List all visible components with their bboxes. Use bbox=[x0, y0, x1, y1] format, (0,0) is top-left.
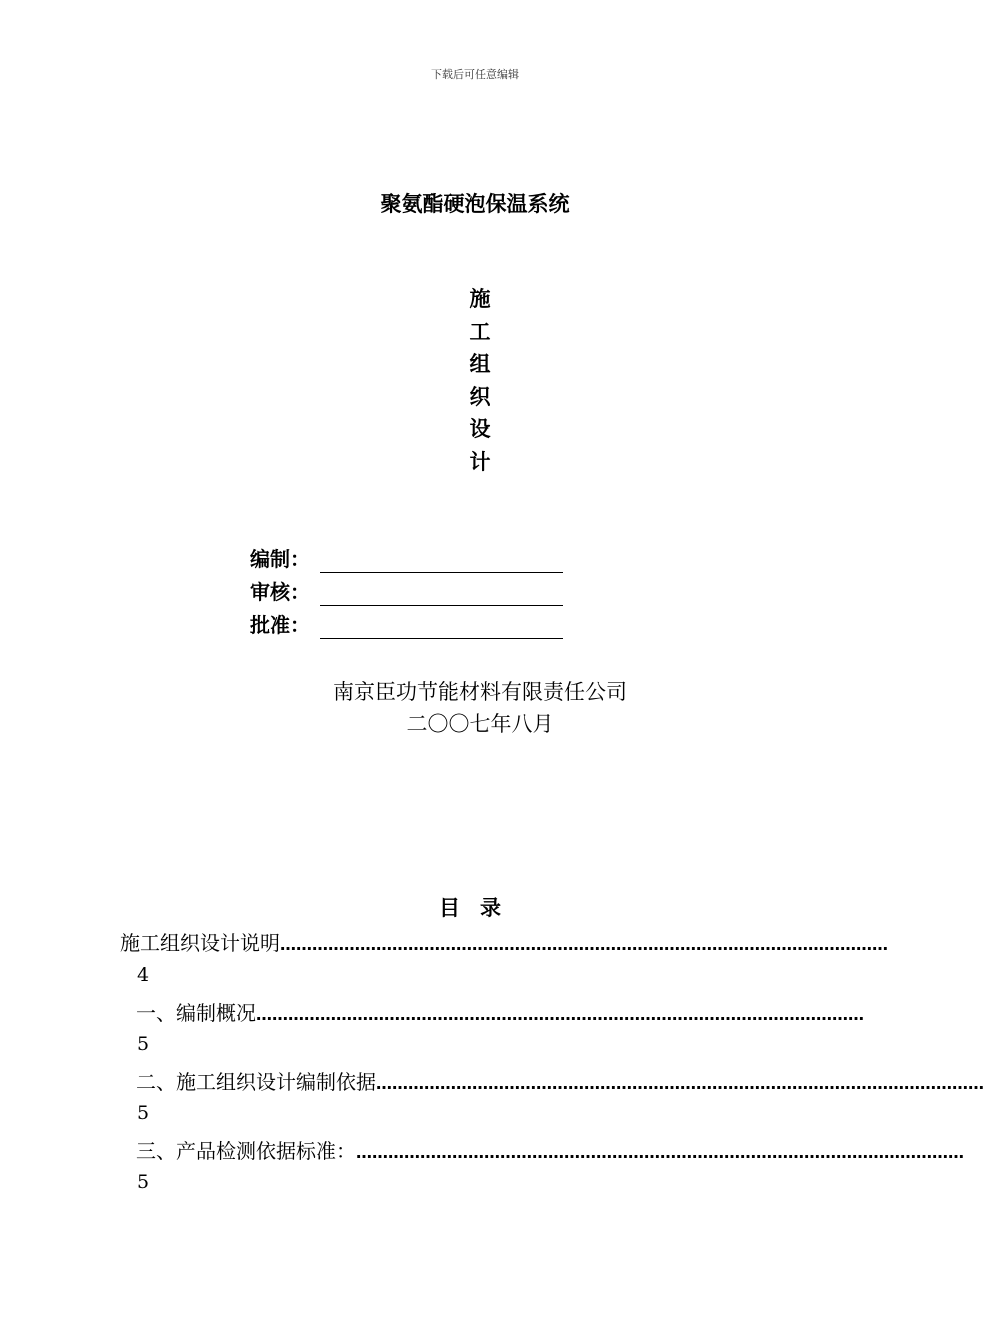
toc-entry-page: 5 bbox=[137, 1171, 150, 1193]
vertical-title-char: 织 bbox=[469, 384, 491, 409]
document-date: 二〇〇七年八月 bbox=[406, 712, 554, 736]
sign-label: 批准： bbox=[250, 613, 310, 637]
sign-row-approver bbox=[250, 606, 563, 639]
main-title: 聚氨酯硬泡保温系统 bbox=[380, 192, 570, 216]
toc-entry[interactable] bbox=[120, 997, 864, 1026]
company-name: 南京臣功节能材料有限责任公司 bbox=[333, 680, 627, 704]
toc-leader-dots: …………………………………………………………………………………………………… bbox=[376, 1074, 984, 1093]
vertical-title-char: 工 bbox=[469, 319, 491, 344]
vertical-title-char: 组 bbox=[469, 352, 491, 376]
toc-title: 目录 bbox=[439, 896, 521, 920]
sign-label: 审核： bbox=[250, 580, 310, 604]
vertical-title-char: 施 bbox=[469, 287, 491, 311]
toc-entry-page: 5 bbox=[137, 1102, 150, 1124]
toc-entry-text: 施工组织设计编制依据 bbox=[176, 1070, 376, 1094]
vertical-title-char: 计 bbox=[469, 449, 491, 474]
header-note: 下载后可任意编辑 bbox=[431, 68, 519, 81]
sign-row-compiler bbox=[250, 540, 563, 573]
sign-block bbox=[250, 540, 563, 639]
toc-entry-number: 一、 bbox=[136, 1001, 176, 1025]
signature-line bbox=[320, 546, 563, 573]
toc-entry[interactable] bbox=[120, 1066, 984, 1095]
vertical-title bbox=[450, 283, 510, 478]
vertical-title-char: 设 bbox=[469, 417, 491, 441]
toc-entry-text: 编制概况 bbox=[176, 1001, 256, 1025]
toc-leader-dots: …………………………………………………………………………………………………… bbox=[280, 935, 888, 954]
toc-entry-page: 5 bbox=[137, 1033, 150, 1055]
toc-entry-page: 4 bbox=[137, 964, 150, 986]
sign-row-reviewer bbox=[250, 573, 563, 606]
toc-leader-dots: …………………………………………………………………………………………………… bbox=[356, 1143, 964, 1162]
toc-entry[interactable] bbox=[120, 1135, 964, 1164]
signature-line bbox=[320, 612, 563, 639]
toc-leader-dots: …………………………………………………………………………………………………… bbox=[256, 1005, 864, 1024]
toc-entry-number: 三、 bbox=[136, 1139, 176, 1163]
toc-entry-text: 产品检测依据标准： bbox=[176, 1139, 356, 1163]
sign-label: 编制： bbox=[250, 547, 310, 571]
toc-entry[interactable] bbox=[120, 927, 888, 956]
signature-line bbox=[320, 579, 563, 606]
toc-entry-text: 施工组织设计说明 bbox=[120, 931, 280, 955]
toc-entry-number: 二、 bbox=[136, 1070, 176, 1094]
